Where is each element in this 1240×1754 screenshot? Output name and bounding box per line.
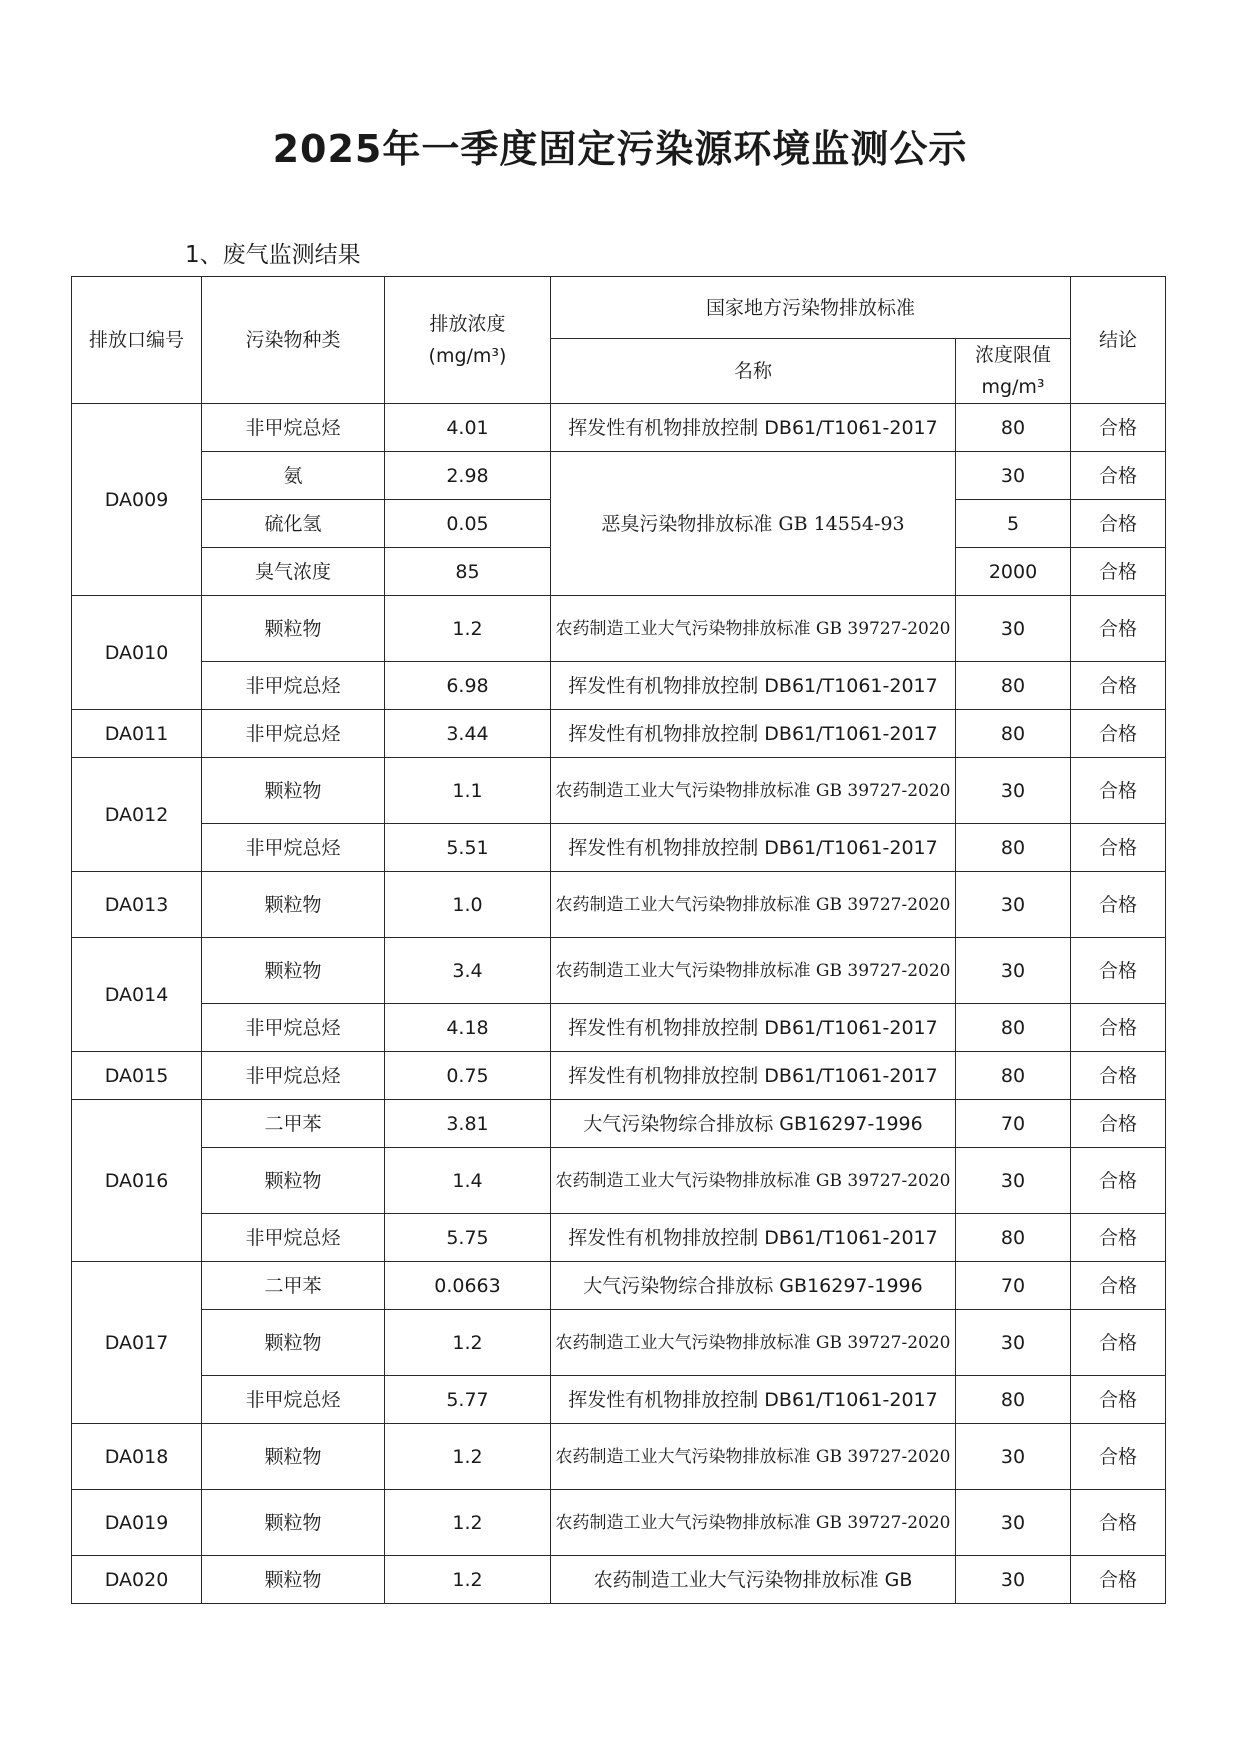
standard-name-cell: 挥发性有机物排放控制 DB61/T1061-2017 (551, 824, 956, 872)
standard-name-cell: 挥发性有机物排放控制 DB61/T1061-2017 (551, 1004, 956, 1052)
table-row (72, 710, 1166, 758)
table-row (72, 1556, 1166, 1604)
limit-cell: 5 (956, 500, 1071, 548)
limit-cell: 30 (956, 872, 1071, 938)
conclusion-cell: 合格 (1071, 1214, 1166, 1262)
limit-cell: 2000 (956, 548, 1071, 596)
header-limit-label: 浓度限值 (975, 344, 1052, 366)
pollutant-cell: 颗粒物 (202, 596, 385, 662)
table-row (72, 1310, 1166, 1376)
concentration-cell: 0.05 (385, 500, 551, 548)
conclusion-cell: 合格 (1071, 1490, 1166, 1556)
concentration-cell: 5.77 (385, 1376, 551, 1424)
concentration-cell: 1.4 (385, 1148, 551, 1214)
limit-cell: 30 (956, 1148, 1071, 1214)
standard-name-cell: 农药制造工业大气污染物排放标准 GB 39727-2020 (551, 1148, 956, 1214)
outlet-cell: DA018 (72, 1424, 202, 1490)
outlet-cell: DA013 (72, 872, 202, 938)
header-concentration-unit: (mg/m³) (428, 345, 507, 367)
pollutant-cell: 颗粒物 (202, 1490, 385, 1556)
table-row (72, 1214, 1166, 1262)
concentration-cell: 85 (385, 548, 551, 596)
concentration-cell: 1.2 (385, 1424, 551, 1490)
limit-cell: 80 (956, 1376, 1071, 1424)
conclusion-cell: 合格 (1071, 662, 1166, 710)
concentration-cell: 1.0 (385, 872, 551, 938)
table-row (72, 1148, 1166, 1214)
limit-cell: 80 (956, 1052, 1071, 1100)
standard-name-cell: 挥发性有机物排放控制 DB61/T1061-2017 (551, 1052, 956, 1100)
standard-name-cell: 农药制造工业大气污染物排放标准 GB 39727-2020 (551, 1310, 956, 1376)
limit-cell: 30 (956, 1424, 1071, 1490)
pollutant-cell: 非甲烷总烃 (202, 404, 385, 452)
conclusion-cell: 合格 (1071, 1148, 1166, 1214)
header-conclusion: 结论 (1071, 277, 1166, 404)
outlet-cell: DA012 (72, 758, 202, 872)
standard-name-cell: 恶臭污染物排放标准 GB 14554-93 (551, 452, 956, 596)
standard-name-cell: 挥发性有机物排放控制 DB61/T1061-2017 (551, 710, 956, 758)
standard-name-cell: 挥发性有机物排放控制 DB61/T1061-2017 (551, 1376, 956, 1424)
table-row (72, 452, 1166, 500)
limit-cell: 30 (956, 596, 1071, 662)
standard-name-cell: 大气污染物综合排放标 GB16297-1996 (551, 1262, 956, 1310)
table-row (72, 1376, 1166, 1424)
conclusion-cell: 合格 (1071, 710, 1166, 758)
limit-cell: 30 (956, 758, 1071, 824)
pollutant-cell: 颗粒物 (202, 1310, 385, 1376)
standard-name-cell: 农药制造工业大气污染物排放标准 GB 39727-2020 (551, 596, 956, 662)
conclusion-cell: 合格 (1071, 1376, 1166, 1424)
emission-results-table (71, 276, 1166, 1604)
standard-name-cell: 挥发性有机物排放控制 DB61/T1061-2017 (551, 404, 956, 452)
table-row (72, 1004, 1166, 1052)
table-row (72, 1262, 1166, 1310)
pollutant-cell: 硫化氢 (202, 500, 385, 548)
limit-cell: 80 (956, 1004, 1071, 1052)
header-concentration (385, 277, 551, 404)
standard-name-cell: 农药制造工业大气污染物排放标准 GB (551, 1556, 956, 1604)
table-row (72, 824, 1166, 872)
limit-cell: 80 (956, 404, 1071, 452)
table-row (72, 596, 1166, 662)
concentration-cell: 1.1 (385, 758, 551, 824)
conclusion-cell: 合格 (1071, 404, 1166, 452)
standard-name-cell: 大气污染物综合排放标 GB16297-1996 (551, 1100, 956, 1148)
limit-cell: 80 (956, 824, 1071, 872)
pollutant-cell: 二甲苯 (202, 1100, 385, 1148)
limit-cell: 30 (956, 1556, 1071, 1604)
standard-name-cell: 农药制造工业大气污染物排放标准 GB 39727-2020 (551, 1424, 956, 1490)
concentration-cell: 2.98 (385, 452, 551, 500)
conclusion-cell: 合格 (1071, 1556, 1166, 1604)
conclusion-cell: 合格 (1071, 824, 1166, 872)
conclusion-cell: 合格 (1071, 500, 1166, 548)
outlet-cell: DA017 (72, 1262, 202, 1424)
pollutant-cell: 非甲烷总烃 (202, 710, 385, 758)
limit-cell: 70 (956, 1262, 1071, 1310)
header-limit (956, 339, 1071, 404)
table-row (72, 404, 1166, 452)
pollutant-cell: 颗粒物 (202, 758, 385, 824)
table-row (72, 1100, 1166, 1148)
pollutant-cell: 颗粒物 (202, 1148, 385, 1214)
table-body (72, 277, 1166, 1604)
conclusion-cell: 合格 (1071, 1100, 1166, 1148)
outlet-cell: DA019 (72, 1490, 202, 1556)
concentration-cell: 3.4 (385, 938, 551, 1004)
table-row (72, 758, 1166, 824)
pollutant-cell: 颗粒物 (202, 938, 385, 1004)
conclusion-cell: 合格 (1071, 596, 1166, 662)
section-heading: 1、废气监测结果 (185, 242, 361, 268)
pollutant-cell: 非甲烷总烃 (202, 1214, 385, 1262)
concentration-cell: 0.75 (385, 1052, 551, 1100)
concentration-cell: 3.81 (385, 1100, 551, 1148)
pollutant-cell: 非甲烷总烃 (202, 824, 385, 872)
conclusion-cell: 合格 (1071, 1262, 1166, 1310)
limit-cell: 30 (956, 1310, 1071, 1376)
pollutant-cell: 颗粒物 (202, 872, 385, 938)
limit-cell: 30 (956, 938, 1071, 1004)
limit-cell: 80 (956, 662, 1071, 710)
outlet-cell: DA009 (72, 404, 202, 596)
conclusion-cell: 合格 (1071, 938, 1166, 1004)
conclusion-cell: 合格 (1071, 872, 1166, 938)
limit-cell: 80 (956, 710, 1071, 758)
outlet-cell: DA016 (72, 1100, 202, 1262)
pollutant-cell: 非甲烷总烃 (202, 1004, 385, 1052)
table-row (72, 662, 1166, 710)
concentration-cell: 4.01 (385, 404, 551, 452)
outlet-cell: DA014 (72, 938, 202, 1052)
header-concentration-label: 排放浓度 (429, 313, 506, 335)
standard-name-cell: 农药制造工业大气污染物排放标准 GB 39727-2020 (551, 938, 956, 1004)
concentration-cell: 5.75 (385, 1214, 551, 1262)
outlet-cell: DA015 (72, 1052, 202, 1100)
table-row (72, 1490, 1166, 1556)
pollutant-cell: 非甲烷总烃 (202, 1376, 385, 1424)
table-row (72, 1052, 1166, 1100)
conclusion-cell: 合格 (1071, 452, 1166, 500)
concentration-cell: 0.0663 (385, 1262, 551, 1310)
pollutant-cell: 非甲烷总烃 (202, 662, 385, 710)
pollutant-cell: 非甲烷总烃 (202, 1052, 385, 1100)
outlet-cell: DA011 (72, 710, 202, 758)
outlet-cell: DA010 (72, 596, 202, 710)
pollutant-cell: 氨 (202, 452, 385, 500)
concentration-cell: 6.98 (385, 662, 551, 710)
pollutant-cell: 臭气浓度 (202, 548, 385, 596)
outlet-cell: DA020 (72, 1556, 202, 1604)
pollutant-cell: 颗粒物 (202, 1424, 385, 1490)
standard-name-cell: 挥发性有机物排放控制 DB61/T1061-2017 (551, 662, 956, 710)
header-pollutant: 污染物种类 (202, 277, 385, 404)
concentration-cell: 3.44 (385, 710, 551, 758)
standard-name-cell: 农药制造工业大气污染物排放标准 GB 39727-2020 (551, 758, 956, 824)
conclusion-cell: 合格 (1071, 1424, 1166, 1490)
header-standard-name: 名称 (551, 339, 956, 404)
limit-cell: 80 (956, 1214, 1071, 1262)
standard-name-cell: 农药制造工业大气污染物排放标准 GB 39727-2020 (551, 1490, 956, 1556)
header-outlet: 排放口编号 (72, 277, 202, 404)
concentration-cell: 1.2 (385, 596, 551, 662)
concentration-cell: 5.51 (385, 824, 551, 872)
conclusion-cell: 合格 (1071, 1052, 1166, 1100)
table-row (72, 872, 1166, 938)
conclusion-cell: 合格 (1071, 1310, 1166, 1376)
limit-cell: 70 (956, 1100, 1071, 1148)
limit-cell: 30 (956, 1490, 1071, 1556)
conclusion-cell: 合格 (1071, 758, 1166, 824)
pollutant-cell: 二甲苯 (202, 1262, 385, 1310)
concentration-cell: 4.18 (385, 1004, 551, 1052)
header-limit-unit: mg/m³ (981, 376, 1045, 398)
concentration-cell: 1.2 (385, 1310, 551, 1376)
page-title: 2025年一季度固定污染源环境监测公示 (272, 127, 968, 171)
conclusion-cell: 合格 (1071, 1004, 1166, 1052)
table-row (72, 938, 1166, 1004)
conclusion-cell: 合格 (1071, 548, 1166, 596)
header-standard: 国家地方污染物排放标准 (551, 277, 1071, 339)
header-row (72, 277, 1166, 339)
pollutant-cell: 颗粒物 (202, 1556, 385, 1604)
standard-name-cell: 挥发性有机物排放控制 DB61/T1061-2017 (551, 1214, 956, 1262)
concentration-cell: 1.2 (385, 1556, 551, 1604)
table-row (72, 1424, 1166, 1490)
limit-cell: 30 (956, 452, 1071, 500)
standard-name-cell: 农药制造工业大气污染物排放标准 GB 39727-2020 (551, 872, 956, 938)
concentration-cell: 1.2 (385, 1490, 551, 1556)
